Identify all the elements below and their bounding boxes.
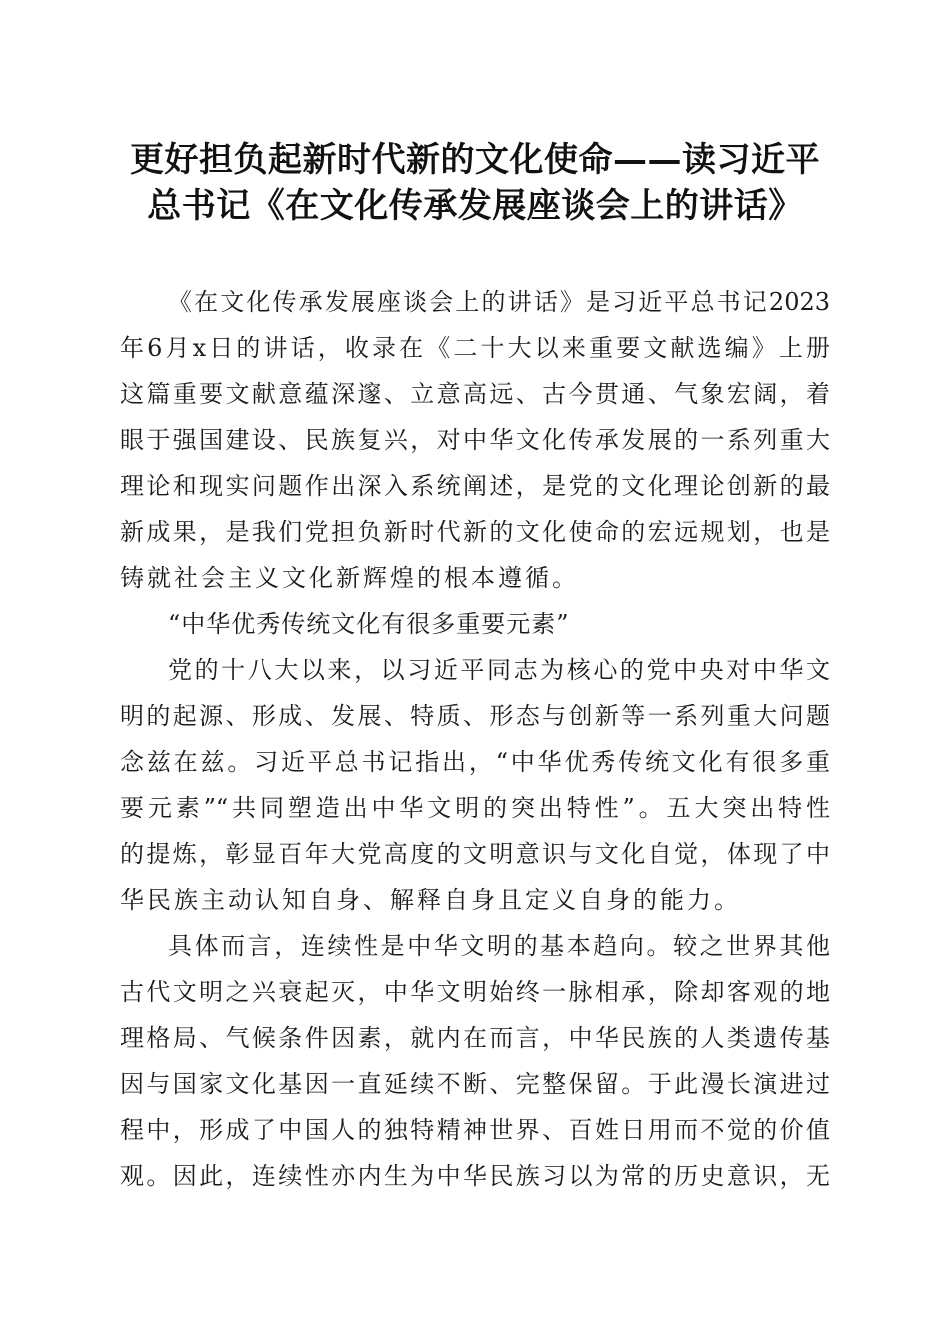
section-heading [120,601,830,647]
paragraph-line: 念兹在兹。习近平总书记指出，“中华优秀传统文化有很多重 [120,748,830,776]
paragraph-line: 党的十八大以来，以习近平同志为核心的党中央对中华文 [168,656,830,684]
title-line-1: 更好担负起新时代新的文化使命——读习近平 [130,140,820,180]
paragraph-line: 要元素”“共同塑造出中华文明的突出特性”。五大突出特性 [120,794,830,822]
paragraph-line: 年6月x日的讲话，收录在《二十大以来重要文献选编》上册 [120,334,830,362]
paragraph-line: 因与国家文化基因一直延续不断、完整保留。于此漫长演进过 [120,1070,830,1098]
paragraph-line: 这篇重要文献意蕴深邃、立意高远、古今贯通、气象宏阔，着 [120,380,830,408]
paragraph-line: 铸就社会主义文化新辉煌的根本遵循。 [120,564,579,592]
paragraph-line: 《在文化传承发展座谈会上的讲话》是习近平总书记2023 [168,288,830,316]
document-body [120,279,830,1199]
paragraph-line: 观。因此，连续性亦内生为中华民族习以为常的历史意识，无 [120,1162,830,1190]
paragraph-line: 新成果，是我们党担负新时代新的文化使命的宏远规划，也是 [120,518,830,546]
paragraph-line: 眼于强国建设、民族复兴，对中华文化传承发展的一系列重大 [120,426,830,454]
section-heading-text: “中华优秀传统文化有很多重要元素” [168,610,570,638]
paragraph-line: 程中，形成了中国人的独特精神世界、百姓日用而不觉的价值 [120,1116,830,1144]
paragraph-line: 明的起源、形成、发展、特质、形态与创新等一系列重大问题 [120,702,830,730]
paragraph-line: 理论和现实问题作出深入系统阐述，是党的文化理论创新的最 [120,472,830,500]
paragraph-continuity [120,923,830,1199]
title-line-2: 总书记《在文化传承发展座谈会上的讲话》 [147,186,803,226]
paragraph-line: 古代文明之兴衰起灭，中华文明始终一脉相承，除却客观的地 [120,978,830,1006]
paragraph-line: 华民族主动认知自身、解释自身且定义自身的能力。 [120,886,741,914]
paragraph-line: 理格局、气候条件因素，就内在而言，中华民族的人类遗传基 [120,1024,830,1052]
paragraph-background [120,647,830,923]
paragraph-intro [120,279,830,601]
paragraph-line: 具体而言，连续性是中华文明的基本趋向。较之世界其他 [168,932,830,960]
document-title [100,137,850,229]
paragraph-line: 的提炼，彰显百年大党高度的文明意识与文化自觉，体现了中 [120,840,830,868]
